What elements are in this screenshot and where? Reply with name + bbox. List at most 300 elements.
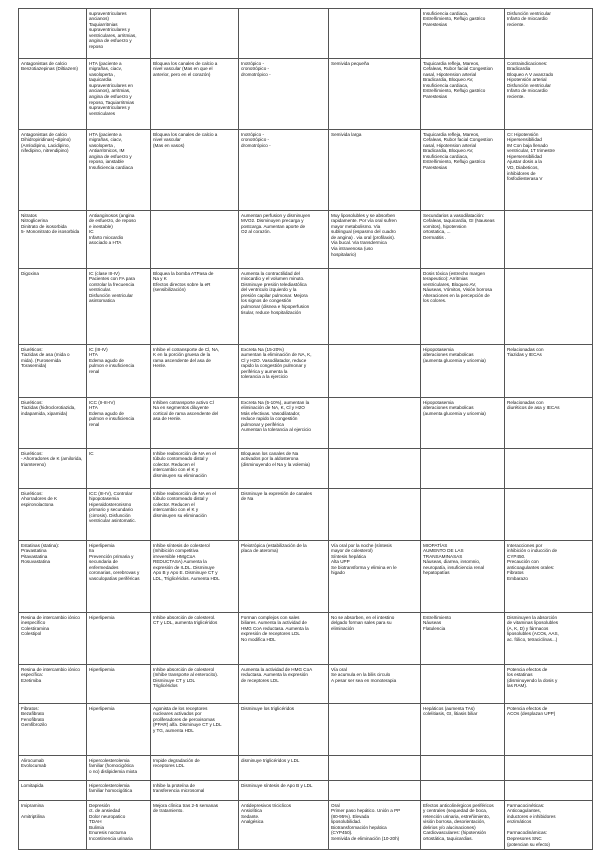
cell-line: delirios y/o alucinaciones) <box>423 824 476 830</box>
cell-line: asintomatica <box>89 298 115 304</box>
table-row <box>19 449 593 489</box>
cell-line: vasculopatías periféricas <box>89 576 140 582</box>
indication-cell <box>87 269 151 345</box>
cell-line: espironolactona <box>21 501 54 507</box>
cell-line: dromotrópico - <box>241 142 271 148</box>
cell-line: Hipercolesterolemia <box>89 782 130 788</box>
cell-line: Inhibe el cotransporte de Cl, NA, <box>153 346 220 352</box>
indication-cell <box>87 9 151 59</box>
cell-line: de angina) . via oral (profilaxis). <box>331 234 396 240</box>
cell-line: Bradicardia <box>507 66 531 72</box>
cell-line: Bloqueo A V avanzado <box>507 71 554 77</box>
cell-line: (A, K, D) y fármacos <box>507 625 549 631</box>
cell-line: Gemfibrozilo <box>21 722 47 728</box>
table-row <box>19 489 593 541</box>
drug-name-cell <box>19 449 87 489</box>
cell-line: reductasa. Aumenta la expresión <box>241 672 308 678</box>
drug-name-cell <box>19 345 87 398</box>
cell-line: (cirrosis). Disfunción <box>89 512 131 518</box>
cell-line: renal <box>89 368 100 374</box>
cell-line: aumentan la eliminación de NA, K, <box>241 352 312 358</box>
cell-line: Relacionadas con <box>507 399 544 405</box>
cell-line: ICC (II-III-IV) <box>89 399 116 405</box>
table-row <box>19 398 593 449</box>
adverse-effects-cell <box>421 781 505 801</box>
cell-line: postcarga. Aumentan aporte de <box>241 223 306 229</box>
mechanism-cell <box>151 9 239 59</box>
cell-line: Hipersensibilidad <box>507 153 542 159</box>
cell-line: y centrales (sequedad de boca, <box>423 808 488 814</box>
cell-line: Antidepresivos triciclicos <box>241 802 292 808</box>
cell-line: renal <box>89 421 100 427</box>
adverse-effects-cell <box>421 665 505 704</box>
table-row <box>19 704 593 756</box>
cell-line: ventriculares, Bloqueo AV, <box>423 281 477 287</box>
cell-line: ACOs (desplazan UPP) <box>507 711 556 717</box>
cell-line: neuropatía, insuficiencia renal <box>423 564 485 570</box>
cell-line: Lomitapida <box>21 782 44 788</box>
cell-line: Potencia efectos de <box>507 705 548 711</box>
indication-cell <box>87 541 151 613</box>
cell-line: Estreñimiento, Reflujo gastrico <box>423 159 486 165</box>
cell-line: HTA (paciente a <box>89 60 122 66</box>
indication-cell <box>87 781 151 801</box>
cell-line: irreversible HMgCoA <box>153 553 196 559</box>
cell-line: inhibidores de <box>507 170 536 176</box>
pharmacokinetics-cell <box>329 665 421 704</box>
cell-line: disminuye triglicéridos y LDL <box>241 757 300 763</box>
cell-line: mayor metabolismo. Via <box>331 223 381 229</box>
cell-line: (Inhibe transporte al enterocito). <box>153 672 219 678</box>
cell-line: Inhibe síntesis de colesterol <box>153 542 210 548</box>
cell-line: disminuyen su eliminación <box>153 472 207 478</box>
drug-name-cell <box>19 665 87 704</box>
cell-line: Infarto de miocardio <box>507 88 548 94</box>
adverse-effects-cell <box>421 345 505 398</box>
cell-line: ventricular. <box>89 287 112 293</box>
cell-line: Sedante. <box>241 813 260 819</box>
cell-line: intercambio con el K y <box>153 507 199 513</box>
pharmacokinetics-cell <box>329 613 421 665</box>
cell-line: biliares. Aumenta la actividad de <box>241 620 307 626</box>
cell-line: HTA (paciente a <box>89 131 122 137</box>
pharmacokinetics-cell <box>329 489 421 541</box>
table-row <box>19 59 593 130</box>
table-row <box>19 665 593 704</box>
cell-line: Aumenta la contractilidad del <box>241 270 300 276</box>
cell-line: Disfunción ventricular <box>89 292 133 298</box>
cell-line: hipopotasemia <box>89 496 119 502</box>
cell-line: los colores. <box>423 298 447 304</box>
cell-line: (aumenta glucemia y uricemia) <box>423 410 486 416</box>
cell-line: Digoxina <box>21 270 39 276</box>
cell-line: Rosuvastatina <box>21 559 51 565</box>
cell-line: Colestiramina <box>21 625 50 631</box>
cell-line: expresión de rLDL. Disminuye <box>153 564 215 570</box>
cell-line: cronotrópico - <box>241 137 270 143</box>
cell-line: taquicardia <box>89 77 112 83</box>
cell-line: Antagonistas de calcio <box>21 60 67 66</box>
cell-line: Estreñimiento <box>423 614 452 620</box>
cell-line: Bloquea la bomba ATPasa de <box>153 270 214 276</box>
cell-line: anterior, pero en el corazón) <box>153 71 211 77</box>
cell-line: Prevención primaria y <box>89 553 134 559</box>
cell-line: Embarazo <box>507 576 528 582</box>
pharmacokinetics-cell <box>329 781 421 801</box>
interactions-cell <box>505 704 593 756</box>
cell-line: Hipotensión arterial <box>507 77 547 83</box>
cell-line: MVO2. Disminuyen precarga y <box>241 218 304 224</box>
cell-line: Vía oral <box>331 666 347 672</box>
cell-line: Cefaleas, taquicardia, GI (Nauseas <box>423 218 495 224</box>
cell-line: placa de ateroma) <box>241 548 279 554</box>
cell-line: (Amlodipino, Lacidipino, <box>21 142 70 148</box>
mechanism-cell <box>151 211 239 269</box>
cell-line: de tratamiento. <box>153 808 184 814</box>
cell-line: Semivida de eliminación (10-20h) <box>331 836 400 842</box>
interactions-cell <box>505 345 593 398</box>
adverse-effects-cell <box>421 130 505 211</box>
effect-cell <box>239 704 329 756</box>
cell-line: de esfuerzo, de reposo <box>89 218 136 224</box>
cell-line: Hiperlipemia <box>89 614 115 620</box>
cell-line: Taquicardia refleja, Mareos, <box>423 60 480 66</box>
cell-line: Tiazidas de asa (mida o <box>21 352 70 358</box>
indication-cell <box>87 613 151 665</box>
cell-line: Dosis tóxica (estrecho margen <box>423 270 486 276</box>
interactions-cell <box>505 269 593 345</box>
cell-line: Farmacodinámicas: <box>507 830 548 836</box>
cell-line: Na en segmentos diluyente <box>153 405 209 411</box>
pharmacokinetics-cell <box>329 211 421 269</box>
drug-name-cell <box>19 489 87 541</box>
drug-name-cell <box>19 781 87 801</box>
cell-line: Estreñimiento, Reflujo gastrico <box>423 88 486 94</box>
table-row <box>19 269 593 345</box>
cell-line: Infarto miocardio <box>89 234 124 240</box>
cell-line: ct. de ansiedad <box>89 808 121 814</box>
cell-line: Se acumula en la bilis circulo <box>331 672 391 678</box>
cell-line: rama ascendente del asa de <box>153 357 211 363</box>
cell-line: Fibratos: <box>21 705 39 711</box>
cell-line: (disminuyendo la dosis y <box>507 677 558 683</box>
cell-line: Excreta Na (15-20%) <box>241 346 284 352</box>
cell-line: visión borrosa, desorientación, <box>423 819 486 825</box>
cell-line: Dinitrato de isosorbida <box>21 223 67 229</box>
cell-line: - Ahorradores de K (amilorida, <box>21 456 83 462</box>
cell-line: pulmonar (disnea e hipoperfusion <box>241 304 310 310</box>
cell-line: rapidamente. Por vía oral sufren <box>331 218 397 224</box>
drug-name-cell <box>19 756 87 781</box>
cell-line: HMG CoA reductasa. Aumenta la <box>241 625 309 631</box>
interactions-cell <box>505 665 593 704</box>
cell-line: Antiarritmicos, IM <box>89 148 125 154</box>
cell-line: Depresores SNC <box>507 836 542 842</box>
cell-line: migrañas, ciacv, <box>89 66 122 72</box>
cell-line: (Inhibición competitiva <box>153 548 199 554</box>
cell-line: colector. Reducen el <box>153 501 195 507</box>
pharmacokinetics-cell <box>329 704 421 756</box>
cell-line: Hiperaldosteronismo <box>89 501 132 507</box>
cell-line: cronotrópico - <box>241 66 270 72</box>
cell-line: y TG, aumenta HDL <box>153 727 194 733</box>
cell-line: pulmon e insuficiencia <box>89 363 135 369</box>
cell-line: alteraciones metabolicas <box>423 405 474 411</box>
cell-line: Excreta Na (5-10%), aumentan la <box>241 399 310 405</box>
cell-line: LDL, Triglicéridos. Aumenta HDL <box>153 576 220 582</box>
cell-line: CI: Hipotensión <box>507 131 539 137</box>
cell-line: Tiazidas (hidroclorotiazida, <box>21 405 76 411</box>
cell-line: Incontinencia urinaria <box>89 836 133 842</box>
cell-line: Nitroglicerina <box>21 218 48 224</box>
cell-line: No se absorben, en el intestino <box>331 614 395 620</box>
cell-line: reciente. <box>507 21 525 27</box>
indication-cell <box>87 398 151 449</box>
cell-line: O2 al corazón. <box>241 229 271 235</box>
cell-line: Flatulencia <box>423 625 446 631</box>
cell-line: ac. fólico, tetraciclinas...) <box>507 636 558 642</box>
cell-line: (Mas en vasos) <box>153 142 185 148</box>
drug-name-cell <box>19 704 87 756</box>
cell-line: IC <box>89 450 94 456</box>
cell-line: HTA <box>89 405 98 411</box>
cell-line: las RAM). <box>507 683 528 689</box>
adverse-effects-cell <box>421 269 505 345</box>
cell-line: Bezafibrato <box>21 711 45 717</box>
cell-line: específica: <box>21 672 43 678</box>
indication-cell <box>87 801 151 850</box>
cell-line: Estreñimiento, Reflujo gastrico <box>423 16 486 22</box>
pharmacokinetics-cell <box>329 756 421 781</box>
indication-cell <box>87 756 151 781</box>
interactions-cell <box>505 613 593 665</box>
cell-line: Triglicéridos <box>153 683 178 689</box>
cell-line: Inhibe la proteína de <box>153 782 195 788</box>
effect-cell <box>239 665 329 704</box>
cell-line: nucleares activados por <box>153 711 202 717</box>
cell-line: Alirocumab <box>21 757 44 763</box>
mechanism-cell <box>151 704 239 756</box>
cell-line: Impide degradación de <box>153 757 200 763</box>
mechanism-cell <box>151 59 239 130</box>
cell-line: angina de esfuerzo y <box>89 38 132 44</box>
cell-line: Ansiolítica <box>241 808 262 814</box>
adverse-effects-cell <box>421 613 505 665</box>
cell-line: Edema agudo de <box>89 410 124 416</box>
cell-line: (PPAR) alfa. Disminuye CT y LDL <box>153 722 222 728</box>
cell-line: rapido la congestión pulmonar y <box>241 363 307 369</box>
cell-line: Inhibe reabsorción de NA en el <box>153 450 216 456</box>
cell-line: reduce rapido la congestión <box>241 416 298 422</box>
mechanism-cell <box>151 613 239 665</box>
cell-line: familiar homocigótica <box>89 788 133 794</box>
cell-line: sublingual (espasmo del cuadro <box>331 229 396 235</box>
cell-line: periférica y aumenta la <box>241 368 288 374</box>
cell-line: alteraciones metabolicas <box>423 352 474 358</box>
effect-cell <box>239 449 329 489</box>
cell-line: ventricular asintomatic. <box>89 518 136 524</box>
cell-line: HTA <box>89 352 98 358</box>
table-row <box>19 130 593 211</box>
cell-line: TDAH <box>89 819 102 825</box>
cell-line: mida). (Furosemida <box>21 357 61 363</box>
cell-line: Pravastatina <box>21 548 47 554</box>
cell-line: Mejora clínica tras 2-5 semanas <box>153 802 219 808</box>
cell-line: Hiperlipemia <box>89 705 115 711</box>
cell-line: Antagonistas de calcio <box>21 131 67 137</box>
cell-line: MIOPATÍAS <box>423 542 448 548</box>
cell-line: Oral <box>331 802 340 808</box>
cell-line: terapeutico): Arritmias <box>423 276 468 282</box>
cell-line: Taquicardia refleja, Mareos, <box>423 131 480 137</box>
pharmacokinetics-cell <box>329 541 421 613</box>
cell-line: Henle. <box>153 363 167 369</box>
drug-table <box>18 8 593 850</box>
mechanism-cell <box>151 489 239 541</box>
cell-line: Amitriptilina <box>21 813 45 819</box>
drug-name-cell <box>19 613 87 665</box>
cell-line: higado <box>331 570 345 576</box>
cell-line: Estatinas (statina): <box>21 542 60 548</box>
adverse-effects-cell <box>421 756 505 781</box>
cell-line: Parestesias <box>423 94 448 100</box>
cell-line: Hepáticos (aumenta TAs) <box>423 705 475 711</box>
cell-line: Aumentan la tolerancia al ejercicio <box>241 427 311 433</box>
drug-name-cell <box>19 59 87 130</box>
cell-line: enfermedades <box>89 564 119 570</box>
adverse-effects-cell <box>421 59 505 130</box>
cell-line: Disminuye los triglicéridos <box>241 705 295 711</box>
indication-cell <box>87 665 151 704</box>
cell-line: eliminación de NA, K, Cl y H2O <box>241 405 305 411</box>
interactions-cell <box>505 130 593 211</box>
cell-line: liposolubilidad. <box>331 819 362 825</box>
cell-line: Efectos anticolinérgicos periféricos <box>423 802 494 808</box>
cell-line: Insuficiencia cardiaca, <box>423 153 469 159</box>
cell-line: Primer paso hepático. Unión a PP <box>331 808 401 814</box>
pharmacokinetics-cell <box>329 269 421 345</box>
cell-line: presión capilar pulmonar. Mejora <box>241 292 308 298</box>
cell-line: Colestipol <box>21 631 42 637</box>
cell-line: Benzotiazepinas (Diltiazem) <box>21 66 78 72</box>
cell-line: Torasemida) <box>21 363 47 369</box>
cell-line: Dihidropiridinas(~dipino) <box>21 137 71 143</box>
cell-line: Diuréticos: <box>21 399 43 405</box>
cell-line: secundaria de <box>89 559 118 565</box>
cell-line: activados por la aldosterona <box>241 456 299 462</box>
cell-line: Bulimia <box>89 824 105 830</box>
adverse-effects-cell <box>421 704 505 756</box>
cell-line: vasoloperta , <box>89 71 116 77</box>
cell-line: Dolor neuropatico <box>89 813 126 819</box>
cell-line: Inhibe absorción de colesterol. <box>153 614 216 620</box>
mechanism-cell <box>151 781 239 801</box>
cell-line: ortostática, taquicardias. <box>423 836 473 842</box>
cell-line: Pleiotrópica (estabilización de la <box>241 542 307 548</box>
cell-line: Cl y H2O. Vasodilatador, reduce <box>241 357 307 363</box>
cell-line: A pesar ser sea en monoterapia <box>331 677 397 683</box>
cell-line: Inhibe absorción de colesterol <box>153 666 215 672</box>
cell-line: TRANSAMINASAS <box>423 553 463 559</box>
cell-line: No modifica HDL <box>241 636 276 642</box>
cell-line: Analgésica <box>241 819 264 825</box>
cell-line: reposo <box>89 44 104 50</box>
cell-line: Pacientes con FA para <box>89 276 135 282</box>
cell-line: o no) dislipidemia mixta <box>89 768 137 774</box>
cell-line: Efectos directos sobre la eR <box>153 281 211 287</box>
pharmacokinetics-cell <box>329 801 421 850</box>
cell-line: (80-95%). Elevada <box>331 813 370 819</box>
cell-line: inhibición o inducción de <box>507 548 558 554</box>
cell-line: coronarias, cerebrovas y <box>89 570 140 576</box>
cell-line: Alta UPP <box>331 559 350 565</box>
cell-line: delgado forman sales para su <box>331 620 392 626</box>
interactions-cell <box>505 449 593 489</box>
cell-line: vasoloperta , <box>89 142 116 148</box>
cell-line: REDUCTASA) Aumenta la <box>153 559 207 565</box>
cell-line: inductores e inhibidores <box>507 813 556 819</box>
effect-cell <box>239 801 329 850</box>
cell-line: túbulo contorneado distal y <box>153 496 208 502</box>
cell-line: CT y LDL, aumenta triglicéridos <box>153 620 218 626</box>
cell-line: de receptores LDL <box>241 677 279 683</box>
cell-line: Enuresis nocturna <box>89 830 127 836</box>
mechanism-cell <box>151 756 239 781</box>
cell-line: fosfodiesterasa V <box>507 176 543 182</box>
cell-line: ICC (III-IV), Controlar <box>89 490 133 496</box>
cell-line: Relacionadas con <box>507 346 544 352</box>
effect-cell <box>239 345 329 398</box>
cell-line: Farmacocinéticas: <box>507 802 545 808</box>
cell-line: Resina de intercambio iónico <box>21 666 80 672</box>
cell-line: Interacciones por <box>507 542 543 548</box>
cell-line: (aumenta glucemia y uricemia) <box>423 357 486 363</box>
cell-line: asociado a HTA <box>89 240 122 246</box>
adverse-effects-cell <box>421 398 505 449</box>
indication-cell <box>87 130 151 211</box>
cell-line: Disfunción ventricular <box>507 10 551 16</box>
table-row <box>19 211 593 269</box>
cell-line: Biotransformación hepática <box>331 824 387 830</box>
cell-line: Muy liposolubles y se absorben <box>331 212 396 218</box>
effect-cell <box>239 269 329 345</box>
cell-line: eliminación <box>331 625 354 631</box>
cell-line: nasal, Hipotension arterial <box>423 142 477 148</box>
cell-line: ancianos), arritmias, <box>89 88 131 94</box>
cell-line: Disminuye síntesis de Apo B y LDL <box>241 782 313 788</box>
cell-line: Cefaleas, Rubor facial Congestion <box>423 66 493 72</box>
cell-line: reposo, Taquiarritmias <box>89 99 135 105</box>
cell-line: Cefaleas, Rubor facial Congestion <box>423 137 493 143</box>
table-row <box>19 781 593 801</box>
drug-name-cell <box>19 398 87 449</box>
cell-line: supraventriculares <box>89 10 127 16</box>
cell-line: Tiazidas y IECAs <box>507 352 542 358</box>
interactions-cell <box>505 801 593 850</box>
cell-line: Disminuye CT y LDL <box>153 677 196 683</box>
adverse-effects-cell <box>421 211 505 269</box>
cell-line: ventriculares, arritmias, <box>89 32 137 38</box>
cell-line: Contraindicaciones: <box>507 60 548 66</box>
cell-line: AUMENTO DE LAS <box>423 548 464 554</box>
pharmacokinetics-cell <box>329 9 421 59</box>
effect-cell <box>239 781 329 801</box>
cell-line: Diuréticos: <box>21 490 43 496</box>
cell-line: tolerancia a la ejercicio <box>241 374 288 380</box>
cell-line: de Na <box>241 496 254 502</box>
cell-line: supraventriculares en <box>89 82 133 88</box>
cell-line: (CYP450). <box>331 830 353 836</box>
